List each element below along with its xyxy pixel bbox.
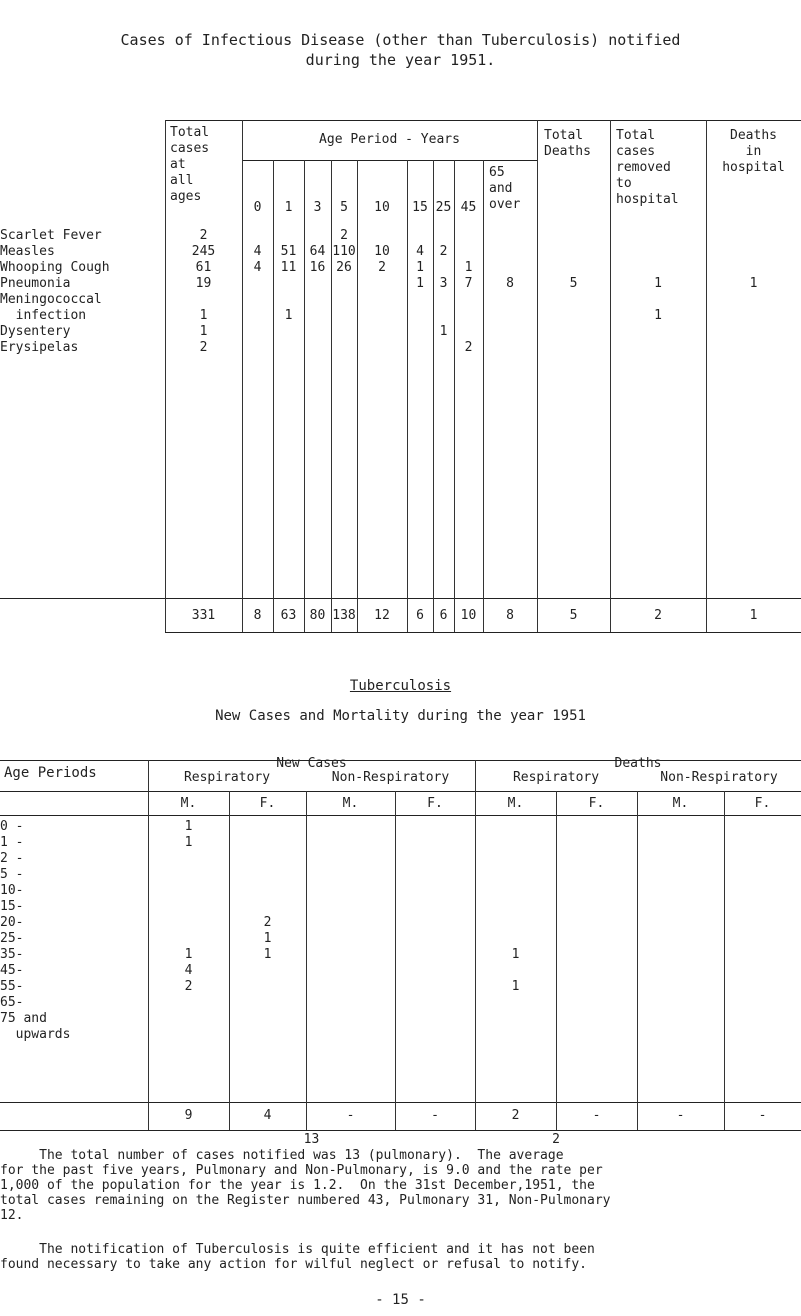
page-title: Cases of Infectious Disease (other than Tuberculosis) notified (120, 31, 681, 49)
header-deaths-respiratory: Respiratory (512, 770, 600, 785)
paragraph-line: found necessary to take any action for wilful neglect or refusal to notify. (0, 1257, 587, 1272)
tb-total-cell: - (592, 1108, 601, 1123)
age-cell: 2 (439, 244, 448, 259)
removed-cell: 1 (654, 276, 662, 291)
header-age-period: Age Period - Years (319, 132, 460, 147)
age-cell: 110 (332, 244, 356, 259)
header-age-periods: Age Periods (4, 765, 97, 781)
total-cases-cell: 61 (195, 260, 212, 275)
age-total-cell: 8 (253, 608, 262, 623)
age-cell: 2 (464, 340, 473, 355)
sex-header: F. (427, 796, 443, 811)
age-cell: 10 (374, 244, 390, 259)
tb-value-cell: 4 (184, 963, 193, 978)
age-total-cell: 10 (460, 608, 477, 623)
tb-total-cell: 2 (511, 1108, 520, 1123)
header-total-cases-1: Total (170, 125, 210, 140)
age-col-65-1: 65 (489, 165, 505, 180)
age-cell: 26 (336, 260, 352, 275)
sex-header: F. (259, 796, 276, 811)
header-new-cases: New Cases (276, 756, 347, 771)
total-cases-cell: 19 (195, 276, 212, 291)
age-col-45: 45 (460, 200, 477, 215)
age-period-label: 25- (0, 931, 24, 946)
age-col-25: 25 (435, 200, 452, 215)
age-cell: 1 (284, 308, 293, 323)
age-col-5: 5 (340, 200, 348, 215)
age-cell: 1 (439, 324, 448, 339)
paragraph-line: The notification of Tuberculosis is quite efficient and it has not been (0, 1242, 595, 1257)
disease-name: Dysentery (0, 324, 71, 339)
age-col-10: 10 (374, 200, 390, 215)
header-total-cases-5: ages (170, 189, 202, 204)
age-total-cell: 6 (439, 608, 448, 623)
age-cell: 11 (280, 260, 297, 275)
tb-value-cell: 1 (263, 931, 272, 946)
tb-heading: Tuberculosis (349, 678, 452, 694)
age-period-label: 20- (0, 915, 24, 930)
tb-value-cell: 1 (184, 835, 193, 850)
total-cases-cell: 1 (199, 308, 208, 323)
header-removed-4: to (616, 176, 632, 191)
age-total-cell: 12 (374, 608, 390, 623)
age-cell: 64 (309, 244, 326, 259)
age-cell: 3 (439, 276, 448, 291)
sex-header: M. (180, 796, 197, 811)
age-period-label: 75 and (0, 1011, 47, 1026)
header-deaths: Deaths (614, 756, 662, 771)
age-period-label: 35- (0, 947, 24, 962)
age-period-label: 1 - (0, 835, 24, 850)
grand-total-deaths: 2 (552, 1132, 560, 1147)
age-col-1: 1 (284, 200, 293, 215)
age-col-3: 3 (313, 200, 322, 215)
age-cell: 1 (464, 260, 473, 275)
age-period-label: 0 - (0, 819, 24, 834)
age-period-label: 2 - (0, 851, 24, 866)
age-period-label: 5 - (0, 867, 24, 882)
total-cases-cell: 2 (199, 340, 208, 355)
header-deaths-hospital-3: hospital (722, 160, 785, 175)
tb-total-cell: - (431, 1108, 439, 1123)
grand-total-cell: 331 (191, 608, 216, 623)
page-subtitle: during the year 1951. (305, 51, 496, 69)
tb-total-cell: 9 (184, 1108, 193, 1123)
age-cell: 8 (506, 276, 514, 291)
age-cell: 2 (378, 260, 386, 275)
age-cell: 4 (253, 260, 262, 275)
age-cell: 51 (280, 244, 297, 259)
grand-total-new-cases: 13 (303, 1132, 320, 1147)
age-period-label: upwards (0, 1027, 71, 1042)
tb-value-cell: 2 (184, 979, 193, 994)
total-cases-cell: 245 (191, 244, 216, 259)
age-col-65-3: over (489, 197, 521, 212)
tb-subheading: New Cases and Mortality during the year 1951 (215, 708, 586, 724)
paragraph-line: The total number of cases notified was 13 (pulmonary). The average (0, 1148, 564, 1163)
header-removed-2: cases (616, 144, 656, 159)
header-new-non-respiratory: Non-Respiratory (331, 770, 450, 785)
tb-value-cell: 1 (263, 947, 272, 962)
tb-value-cell: 1 (511, 979, 520, 994)
age-period-label: 45- (0, 963, 24, 978)
paragraph-line: for the past five years, Pulmonary and Non-Pulmonary, is 9.0 and the rate per (0, 1163, 603, 1178)
tb-value-cell: 2 (263, 915, 272, 930)
header-removed-1: Total (616, 128, 656, 143)
total-cases-cell: 2 (199, 228, 208, 243)
disease-name: Scarlet Fever (0, 228, 102, 243)
disease-name: Whooping Cough (0, 260, 110, 275)
age-total-cell: 6 (416, 608, 424, 623)
sex-header: F. (588, 796, 605, 811)
age-period-label: 10- (0, 883, 24, 898)
header-total-cases-2: cases (170, 141, 210, 156)
deaths-cell: 5 (569, 276, 578, 291)
tb-total-cell: - (758, 1108, 767, 1123)
age-col-0: 0 (253, 200, 262, 215)
age-cell: 16 (309, 260, 326, 275)
sex-header: M. (342, 796, 359, 811)
header-deaths-hospital-2: in (745, 144, 762, 159)
header-removed-3: removed (616, 160, 671, 175)
age-cell: 1 (416, 276, 424, 291)
age-cell: 2 (340, 228, 348, 243)
header-deaths-hospital-1: Deaths (730, 128, 777, 143)
header-total-cases-3: at (170, 157, 186, 172)
disease-name: Measles (0, 244, 55, 259)
paragraph-line: 12. (0, 1208, 24, 1223)
page-number: - 15 - (375, 1292, 426, 1308)
header-new-respiratory: Respiratory (183, 770, 271, 785)
age-period-label: 55- (0, 979, 24, 994)
sex-header: M. (672, 796, 689, 811)
age-cell: 4 (253, 244, 262, 259)
age-cell: 1 (416, 260, 424, 275)
disease-name: Erysipelas (0, 340, 79, 355)
sex-header: F. (754, 796, 771, 811)
tb-total-cell: - (676, 1108, 685, 1123)
age-total-cell: 63 (280, 608, 297, 623)
total-cases-cell: 1 (199, 324, 208, 339)
sex-header: M. (507, 796, 524, 811)
removed-total-cell: 2 (654, 608, 662, 623)
header-total-cases-4: all (170, 173, 194, 188)
age-col-65-2: and (489, 181, 513, 196)
hospital-deaths-total-cell: 1 (749, 608, 758, 623)
disease-name: Pneumonia (0, 276, 71, 291)
tb-value-cell: 1 (184, 819, 193, 834)
disease-name: Meningococcal (0, 292, 102, 307)
header-total-deaths-1: Total (544, 128, 584, 143)
age-cell: 7 (464, 276, 473, 291)
header-removed-5: hospital (616, 192, 679, 207)
paragraph-line: total cases remaining on the Register numbered 43, Pulmonary 31, Non-Pulmonary (0, 1193, 611, 1208)
tb-value-cell: 1 (511, 947, 520, 962)
age-period-label: 65- (0, 995, 24, 1010)
age-total-cell: 8 (506, 608, 514, 623)
age-total-cell: 138 (332, 608, 356, 623)
age-total-cell: 80 (309, 608, 326, 623)
age-col-15: 15 (412, 200, 428, 215)
removed-cell: 1 (654, 308, 662, 323)
hospital-deaths-cell: 1 (749, 276, 758, 291)
age-period-label: 15- (0, 899, 24, 914)
tb-total-cell: - (346, 1108, 355, 1123)
disease-name: infection (0, 308, 87, 323)
header-total-deaths-2: Deaths (544, 144, 591, 159)
tb-total-cell: 4 (263, 1108, 272, 1123)
age-cell: 4 (416, 244, 424, 259)
deaths-total-cell: 5 (569, 608, 578, 623)
header-deaths-non-respiratory: Non-Respiratory (660, 770, 778, 785)
paragraph-line: 1,000 of the population for the year is 1.2. On the 31st December,1951, the (0, 1178, 595, 1193)
tb-value-cell: 1 (184, 947, 193, 962)
